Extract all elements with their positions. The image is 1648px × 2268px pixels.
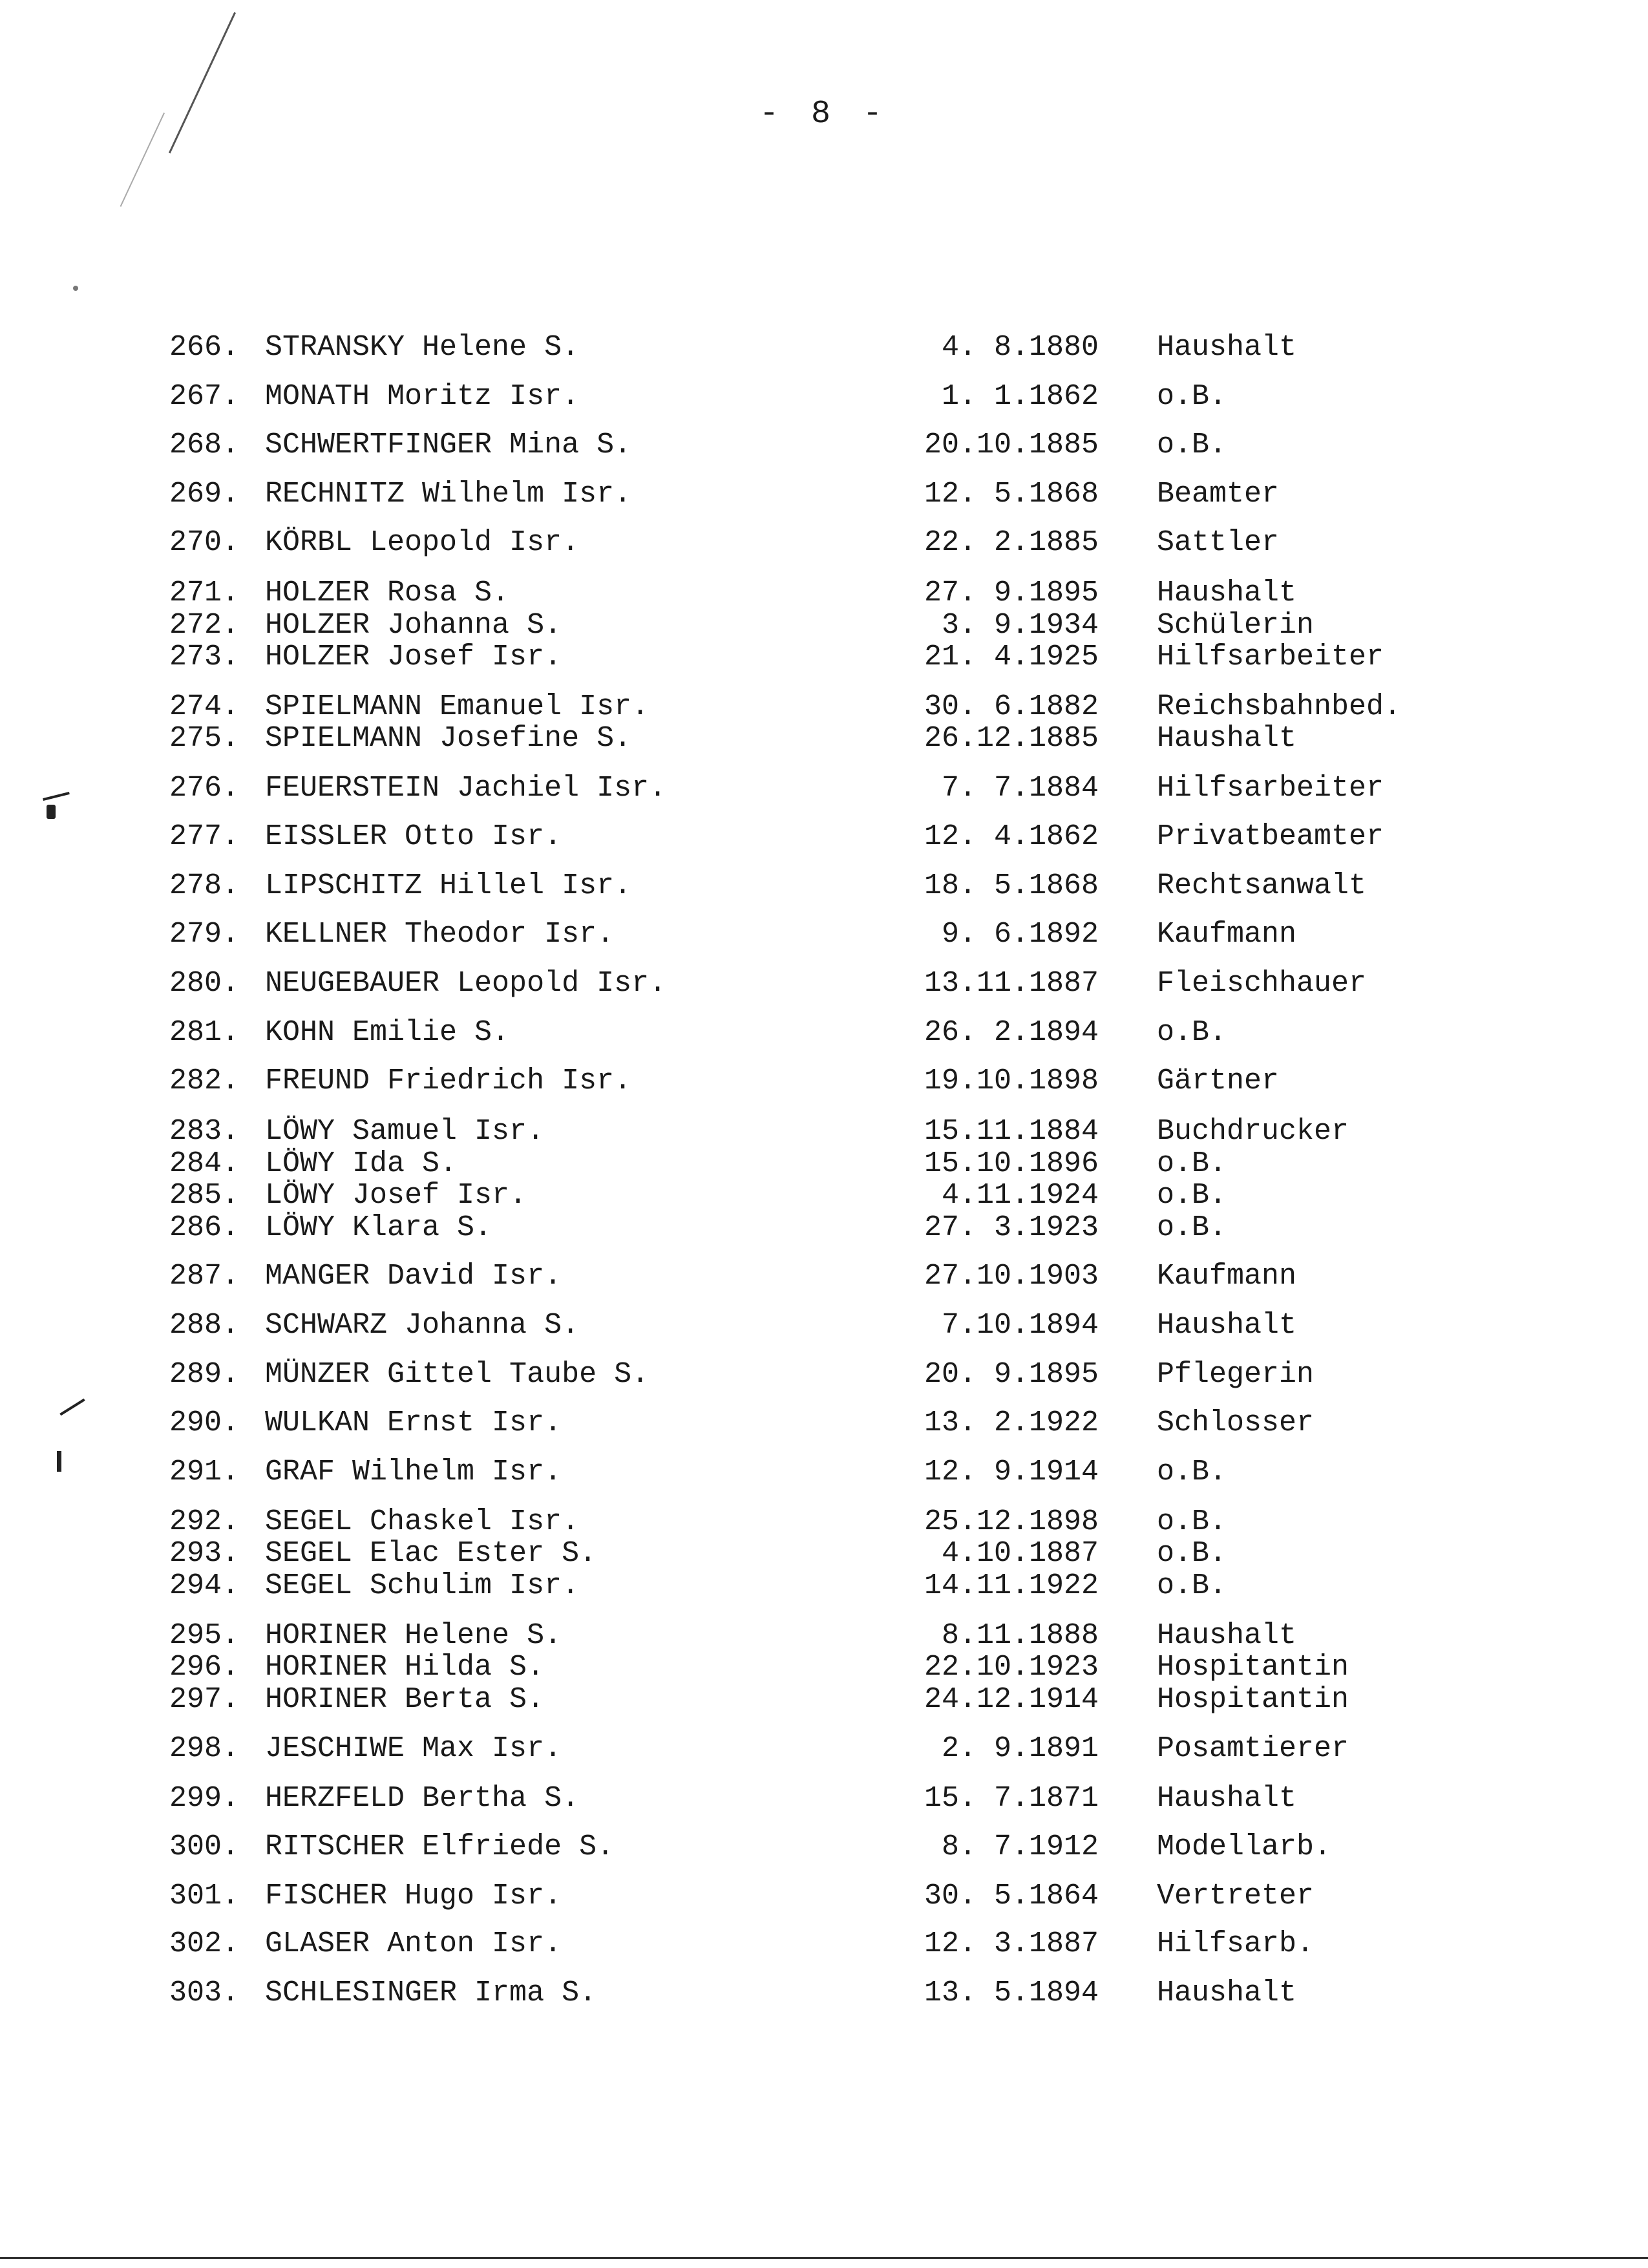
entry-occupation: Haushalt — [1157, 577, 1297, 609]
entry-number: 293. — [169, 1537, 240, 1570]
entry-date: 27. 3.1923 — [924, 1211, 1099, 1244]
entry-name: GLASER Anton Isr. — [265, 1927, 562, 1960]
entry-occupation: o.B. — [1157, 1569, 1227, 1602]
list-item — [0, 689, 1648, 725]
entry-date: 14.11.1922 — [924, 1569, 1099, 1602]
entry-occupation: Haushalt — [1157, 722, 1297, 755]
entry-number: 287. — [169, 1260, 240, 1293]
entry-occupation: Schlosser — [1157, 1406, 1315, 1439]
entry-date: 15.10.1896 — [924, 1147, 1099, 1180]
entry-date: 13.11.1887 — [924, 967, 1099, 1000]
list-item — [0, 1405, 1648, 1441]
entry-occupation: Hospitantin — [1157, 1683, 1349, 1716]
entry-number: 292. — [169, 1505, 240, 1538]
entry-name: SPIELMANN Emanuel Isr. — [265, 690, 650, 723]
entry-name: JESCHIWE Max Isr. — [265, 1732, 562, 1765]
list-item — [0, 639, 1648, 675]
entry-number: 267. — [169, 380, 240, 413]
list-item — [0, 1146, 1648, 1182]
entry-number: 270. — [169, 526, 240, 559]
entry-occupation: o.B. — [1157, 429, 1227, 461]
entry-name: FREUND Friedrich Isr. — [265, 1065, 632, 1097]
list-item — [0, 1258, 1648, 1295]
entry-date: 12. 3.1887 — [924, 1927, 1099, 1960]
entry-occupation: Rechtsanwalt — [1157, 869, 1367, 902]
entry-date: 13. 2.1922 — [924, 1406, 1099, 1439]
entry-occupation: Haushalt — [1157, 1782, 1297, 1815]
entry-name: HOLZER Johanna S. — [265, 609, 562, 642]
entry-number: 301. — [169, 1880, 240, 1913]
entry-date: 22.10.1923 — [924, 1651, 1099, 1684]
entry-date: 15. 7.1871 — [924, 1782, 1099, 1815]
list-item — [0, 476, 1648, 513]
list-item — [0, 1926, 1648, 1962]
entry-name: SEGEL Schulim Isr. — [265, 1569, 580, 1602]
entry-number: 283. — [169, 1115, 240, 1148]
entry-occupation: Buchdrucker — [1157, 1115, 1349, 1148]
entry-number: 297. — [169, 1683, 240, 1716]
entry-date: 4. 8.1880 — [941, 331, 1099, 364]
list-item — [0, 819, 1648, 855]
list-item — [0, 1454, 1648, 1490]
entry-date: 20. 9.1895 — [924, 1358, 1099, 1391]
entry-date: 20.10.1885 — [924, 429, 1099, 461]
entry-name: KELLNER Theodor Isr. — [265, 918, 615, 951]
entry-name: EISSLER Otto Isr. — [265, 820, 562, 853]
entry-occupation: o.B. — [1157, 1505, 1227, 1538]
entry-date: 12. 5.1868 — [924, 478, 1099, 511]
list-item — [0, 1063, 1648, 1099]
entry-number: 281. — [169, 1016, 240, 1049]
entry-number: 273. — [169, 641, 240, 673]
entry-name: MONATH Moritz Isr. — [265, 380, 580, 413]
entry-name: LÖWY Klara S. — [265, 1211, 492, 1244]
entry-occupation: Schülerin — [1157, 609, 1315, 642]
entry-name: LIPSCHITZ Hillel Isr. — [265, 869, 632, 902]
entry-name: HOLZER Rosa S. — [265, 577, 510, 609]
entry-name: SPIELMANN Josefine S. — [265, 722, 632, 755]
entry-name: HERZFELD Bertha S. — [265, 1782, 580, 1815]
entry-name: MÜNZER Gittel Taube S. — [265, 1358, 650, 1391]
entry-name: LÖWY Samuel Isr. — [265, 1115, 545, 1148]
list-item — [0, 330, 1648, 366]
entry-number: 278. — [169, 869, 240, 902]
entry-name: SCHLESINGER Irma S. — [265, 1977, 597, 2009]
entry-occupation: Haushalt — [1157, 1309, 1297, 1342]
list-item — [0, 575, 1648, 611]
list-item — [0, 1975, 1648, 2011]
entry-date: 30. 5.1864 — [924, 1880, 1099, 1913]
entry-occupation: o.B. — [1157, 1537, 1227, 1570]
entry-occupation: Haushalt — [1157, 1619, 1297, 1652]
entry-number: 269. — [169, 478, 240, 511]
entry-name: SCHWERTFINGER Mina S. — [265, 429, 632, 461]
entry-occupation: Posamtierer — [1157, 1732, 1349, 1765]
entry-number: 276. — [169, 772, 240, 805]
list-item — [0, 1781, 1648, 1817]
entry-date: 1. 1.1862 — [941, 380, 1099, 413]
entry-name: RECHNITZ Wilhelm Isr. — [265, 478, 632, 511]
entry-number: 286. — [169, 1211, 240, 1244]
list-item — [0, 721, 1648, 757]
entry-date: 21. 4.1925 — [924, 641, 1099, 673]
entry-occupation: Kaufmann — [1157, 1260, 1297, 1293]
entry-name: SEGEL Chaskel Isr. — [265, 1505, 580, 1538]
entry-number: 280. — [169, 967, 240, 1000]
entry-occupation: Sattler — [1157, 526, 1280, 559]
entry-name: LÖWY Ida S. — [265, 1147, 458, 1180]
entry-occupation: Kaufmann — [1157, 918, 1297, 951]
entry-number: 290. — [169, 1406, 240, 1439]
entry-number: 268. — [169, 429, 240, 461]
punch-mark-top — [47, 805, 56, 819]
entry-occupation: Modellarb. — [1157, 1830, 1332, 1863]
entry-date: 12. 4.1862 — [924, 820, 1099, 853]
entry-occupation: Haushalt — [1157, 331, 1297, 364]
list-item — [0, 525, 1648, 561]
entry-occupation: Vertreter — [1157, 1880, 1315, 1913]
entry-date: 26. 2.1894 — [924, 1016, 1099, 1049]
entry-name: HORINER Helene S. — [265, 1619, 562, 1652]
entry-name: STRANSKY Helene S. — [265, 331, 580, 364]
entry-name: FISCHER Hugo Isr. — [265, 1880, 562, 1913]
entry-occupation: Beamter — [1157, 478, 1280, 511]
entry-occupation: Gärtner — [1157, 1065, 1280, 1097]
entry-date: 3. 9.1934 — [941, 609, 1099, 642]
entry-date: 30. 6.1882 — [924, 690, 1099, 723]
entry-occupation: o.B. — [1157, 1147, 1227, 1180]
entry-date: 18. 5.1868 — [924, 869, 1099, 902]
entry-occupation: o.B. — [1157, 1016, 1227, 1049]
entry-number: 285. — [169, 1179, 240, 1212]
entry-occupation: Fleischhauer — [1157, 967, 1367, 1000]
entry-occupation: Hilfsarbeiter — [1157, 641, 1384, 673]
entry-name: RITSCHER Elfriede S. — [265, 1830, 615, 1863]
list-item — [0, 1682, 1648, 1718]
list-item — [0, 427, 1648, 463]
list-item — [0, 1878, 1648, 1914]
bottom-rule — [0, 2257, 1648, 2259]
entry-occupation: Reichsbahnbed. — [1157, 690, 1402, 723]
list-item — [0, 1210, 1648, 1246]
entry-number: 282. — [169, 1065, 240, 1097]
entry-date: 9. 6.1892 — [941, 918, 1099, 951]
entry-number: 298. — [169, 1732, 240, 1765]
entry-number: 289. — [169, 1358, 240, 1391]
entry-name: KOHN Emilie S. — [265, 1016, 510, 1049]
entry-number: 299. — [169, 1782, 240, 1815]
entry-number: 284. — [169, 1147, 240, 1180]
list-item — [0, 1504, 1648, 1540]
entry-date: 13. 5.1894 — [924, 1977, 1099, 2009]
entry-occupation: Hilfsarb. — [1157, 1927, 1315, 1960]
entry-name: LÖWY Josef Isr. — [265, 1179, 527, 1212]
entry-name: HOLZER Josef Isr. — [265, 641, 562, 673]
dot-mark — [73, 286, 78, 291]
entry-date: 4.10.1887 — [941, 1537, 1099, 1570]
page-number: - 8 - — [759, 96, 889, 132]
entry-date: 27.10.1903 — [924, 1260, 1099, 1293]
entry-occupation: Privatbeamter — [1157, 820, 1384, 853]
entry-date: 27. 9.1895 — [924, 577, 1099, 609]
entry-name: SEGEL Elac Ester S. — [265, 1537, 597, 1570]
entry-number: 302. — [169, 1927, 240, 1960]
entry-date: 7. 7.1884 — [941, 772, 1099, 805]
entry-date: 25.12.1898 — [924, 1505, 1099, 1538]
entry-number: 272. — [169, 609, 240, 642]
entry-occupation: Haushalt — [1157, 1977, 1297, 2009]
entry-number: 291. — [169, 1456, 240, 1489]
list-item — [0, 1618, 1648, 1654]
entry-number: 275. — [169, 722, 240, 755]
entry-occupation: Hospitantin — [1157, 1651, 1349, 1684]
entry-number: 279. — [169, 918, 240, 951]
entry-number: 274. — [169, 690, 240, 723]
entry-name: GRAF Wilhelm Isr. — [265, 1456, 562, 1489]
list-item — [0, 379, 1648, 415]
list-item — [0, 1114, 1648, 1150]
entry-number: 288. — [169, 1309, 240, 1342]
entry-date: 26.12.1885 — [924, 722, 1099, 755]
list-item — [0, 917, 1648, 953]
entry-date: 2. 9.1891 — [941, 1732, 1099, 1765]
entry-date: 4.11.1924 — [941, 1179, 1099, 1212]
entry-date: 12. 9.1914 — [924, 1456, 1099, 1489]
entry-name: FEUERSTEIN Jachiel Isr. — [265, 772, 667, 805]
entry-name: WULKAN Ernst Isr. — [265, 1406, 562, 1439]
list-item — [0, 1829, 1648, 1865]
list-item — [0, 608, 1648, 644]
entry-name: KÖRBL Leopold Isr. — [265, 526, 580, 559]
entry-date: 22. 2.1885 — [924, 526, 1099, 559]
entry-occupation: Pflegerin — [1157, 1358, 1315, 1391]
entry-date: 7.10.1894 — [941, 1309, 1099, 1342]
entry-number: 303. — [169, 1977, 240, 2009]
entry-name: HORINER Hilda S. — [265, 1651, 545, 1684]
list-item — [0, 1568, 1648, 1604]
list-item — [0, 1178, 1648, 1214]
entry-date: 8.11.1888 — [941, 1619, 1099, 1652]
entry-number: 296. — [169, 1651, 240, 1684]
entry-date: 8. 7.1912 — [941, 1830, 1099, 1863]
list-item — [0, 868, 1648, 904]
list-item — [0, 966, 1648, 1002]
entry-number: 300. — [169, 1830, 240, 1863]
entry-occupation: o.B. — [1157, 1211, 1227, 1244]
list-item — [0, 1731, 1648, 1767]
list-item — [0, 1015, 1648, 1051]
entry-name: MANGER David Isr. — [265, 1260, 562, 1293]
entry-number: 294. — [169, 1569, 240, 1602]
list-item — [0, 1649, 1648, 1686]
entry-occupation: o.B. — [1157, 1456, 1227, 1489]
list-item — [0, 1308, 1648, 1344]
list-item — [0, 1357, 1648, 1393]
entry-number: 295. — [169, 1619, 240, 1652]
entry-date: 19.10.1898 — [924, 1065, 1099, 1097]
list-item — [0, 1536, 1648, 1572]
entry-number: 271. — [169, 577, 240, 609]
entry-number: 266. — [169, 331, 240, 364]
entry-date: 24.12.1914 — [924, 1683, 1099, 1716]
entry-occupation: o.B. — [1157, 1179, 1227, 1212]
entry-occupation: Hilfsarbeiter — [1157, 772, 1384, 805]
list-item — [0, 770, 1648, 807]
entry-date: 15.11.1884 — [924, 1115, 1099, 1148]
entry-occupation: o.B. — [1157, 380, 1227, 413]
entry-name: SCHWARZ Johanna S. — [265, 1309, 580, 1342]
entry-name: NEUGEBAUER Leopold Isr. — [265, 967, 667, 1000]
entry-number: 277. — [169, 820, 240, 853]
entry-name: HORINER Berta S. — [265, 1683, 545, 1716]
